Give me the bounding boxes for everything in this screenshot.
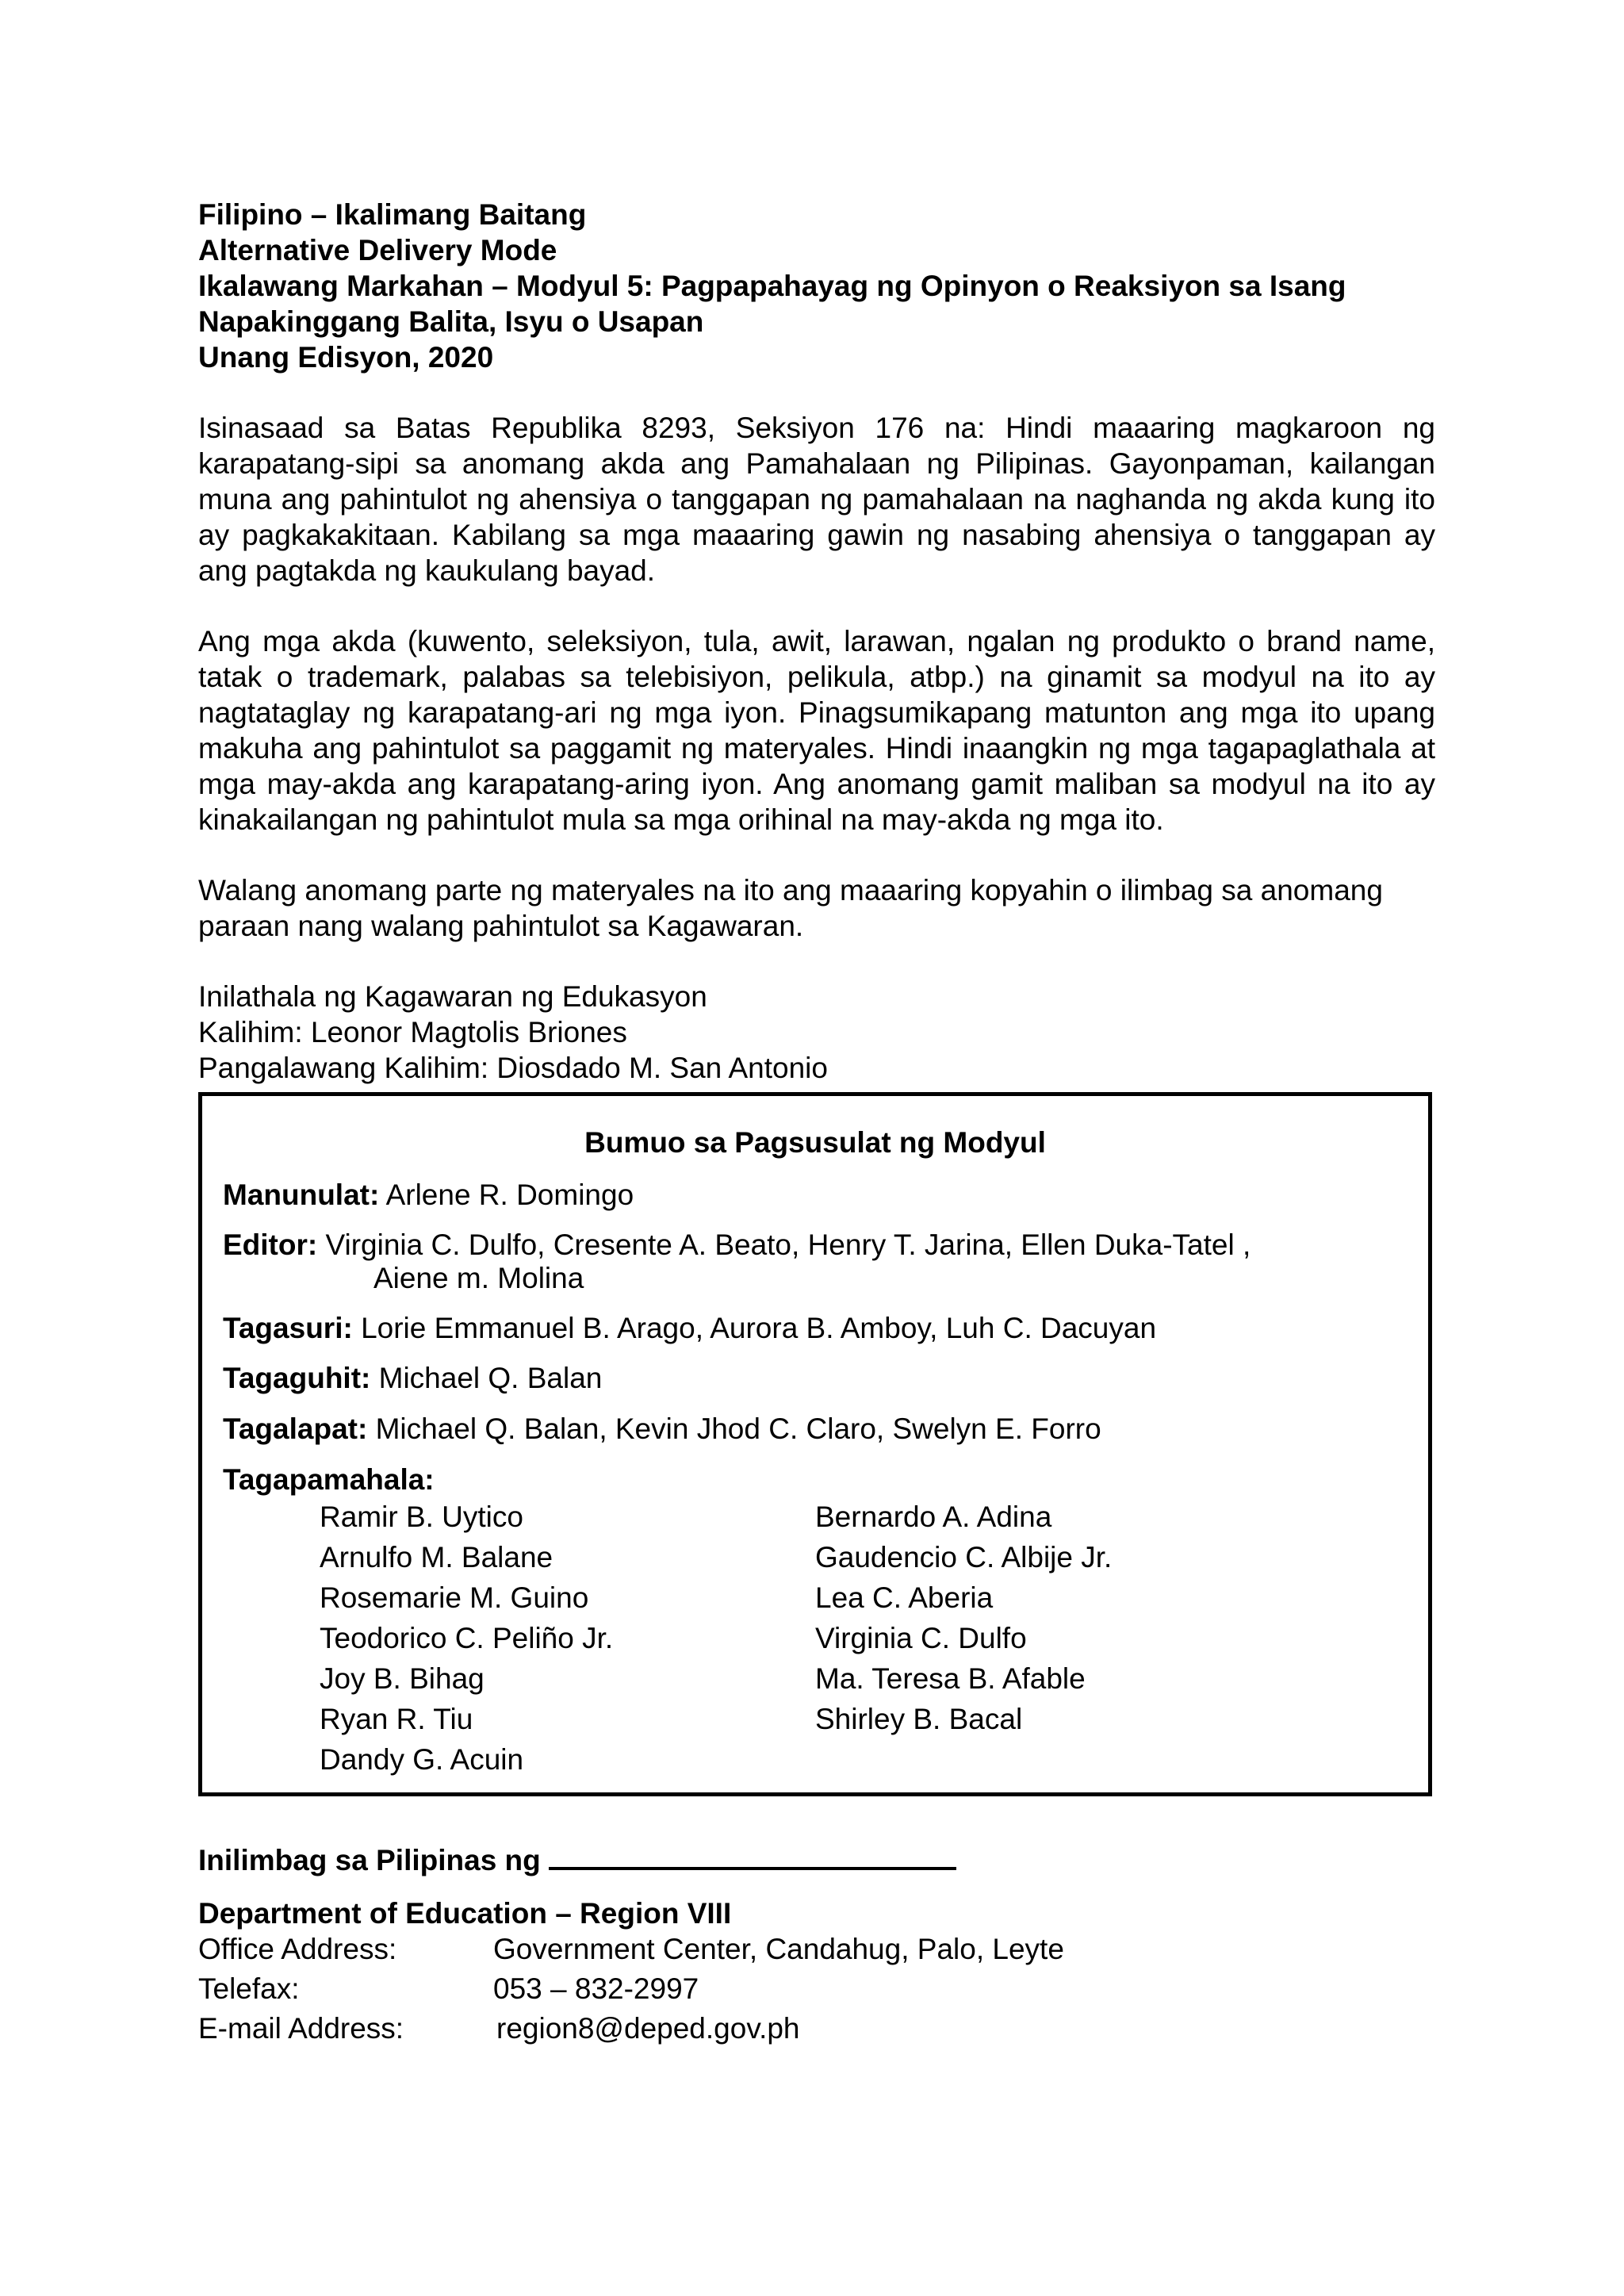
edition: Unang Edisyon, 2020: [198, 341, 494, 374]
telefax-row: [198, 1971, 731, 2010]
manager-name: Ryan R. Tiu: [320, 1703, 473, 1735]
manager-name: Bernardo A. Adina: [815, 1501, 1052, 1533]
layout-artist-value: Michael Q. Balan, Kevin Jhod C. Claro, Swelyn E. Forro: [375, 1412, 1101, 1445]
manager-name: Rosemarie M. Guino: [320, 1581, 589, 1614]
writer-label: Manunulat:: [223, 1179, 380, 1211]
layout-artist-row: [223, 1412, 1412, 1446]
telefax-label: Telefax:: [198, 1972, 300, 2005]
borrowed-materials-paragraph: Ang mga akda (kuwento, seleksiyon, tula, awit, larawan, ngalan ng produkto o brand name, tatak o trademark, palabas sa telebisiyon, pelikula, atbp.) na ginamit sa modyul na ito ay nagtataglay ng karapatang-ari ng mga iyon. Pinagsumikapang matunton ang mga ito upang makuha ang pahintulot sa paggamit ng materyales. Hindi inaangkin ng mga tagapaglathala at mga may-akda ang karapatang-aring iyon. Ang anomang gamit maliban sa modyul na ito ay kinakailangan ng pahintulot mula sa mga orihinal na may-akda ng mga ito.: [198, 625, 1435, 836]
manager-name: Ma. Teresa B. Afable: [815, 1662, 1086, 1695]
department-name: Department of Education – Region VIII: [198, 1897, 732, 1930]
publisher-block: [198, 979, 1435, 1086]
manager-name: Shirley B. Bacal: [815, 1703, 1023, 1735]
manager-name: Gaudencio C. Albije Jr.: [815, 1541, 1113, 1573]
manager-name: Lea C. Aberia: [815, 1581, 994, 1614]
undersecretary-line: Pangalawang Kalihim: Diosdado M. San Antonio: [198, 1052, 828, 1084]
illustrator-value: Michael Q. Balan: [378, 1362, 603, 1394]
reviewer-label: Tagasuri:: [223, 1312, 353, 1344]
development-team-box: [198, 1092, 1432, 1796]
management-column-left: [320, 1501, 613, 1784]
writer-row: [223, 1179, 1412, 1212]
reviewer-value: Lorie Emmanuel B. Arago, Aurora B. Amboy, Luh C. Dacuyan: [361, 1312, 1157, 1344]
manager-name: Arnulfo M. Balane: [320, 1541, 553, 1573]
editor-row: [223, 1228, 1412, 1295]
development-team-heading: Bumuo sa Pagsusulat ng Modyul: [584, 1126, 1046, 1159]
layout-artist-label: Tagalapat:: [223, 1412, 368, 1445]
subject-grade: Filipino – Ikalimang Baitang: [198, 198, 587, 231]
printed-in-line: [198, 1838, 956, 1878]
editor-label: Editor:: [223, 1228, 318, 1261]
management-column-right: [815, 1501, 1112, 1743]
email-value: region8@deped.gov.ph: [496, 2012, 800, 2045]
reproduction-paragraph: Walang anomang parte ng materyales na ito ang maaaring kopyahin o ilimbag sa anomang paraan nang walang pahintulot sa Kagawaran.: [198, 874, 1383, 942]
manager-name: Joy B. Bihag: [320, 1662, 485, 1695]
printer-blank-line: [549, 1838, 956, 1870]
office-address-value: Government Center, Candahug, Palo, Leyte: [493, 1933, 1064, 1965]
publisher-line: Inilathala ng Kagawaran ng Edukasyon: [198, 980, 707, 1013]
module-title: Ikalawang Markahan – Modyul 5: Pagpapahayag ng Opinyon o Reaksiyon sa Isang: [198, 270, 1346, 302]
management-team-label: Tagapamahala:: [223, 1463, 435, 1496]
manager-name: Dandy G. Acuin: [320, 1743, 524, 1776]
delivery-mode: Alternative Delivery Mode: [198, 234, 557, 266]
module-title-cont: Napakinggang Balita, Isyu o Usapan: [198, 305, 704, 338]
title-block: [198, 197, 1435, 375]
reviewer-row: [223, 1312, 1412, 1345]
copyright-law-paragraph: Isinasaad sa Batas Republika 8293, Seksiyon 176 na: Hindi maaaring magkaroon ng karapatang-sipi sa anomang akda ang Pamahalaan ng Pilipinas. Gayonpaman, kailangan muna ang pahintulot ng ahensiya o tanggapan ng pamahalaan na naghanda ng akda kung ito ay pagkakakitaan. Kabilang sa mga maaaring gawin ng nasabing ahensiya o tanggapan ay ang pagtakda ng kaukulang bayad.: [198, 412, 1435, 587]
telefax-value: 053 – 832-2997: [493, 1972, 699, 2005]
office-address-label: Office Address:: [198, 1933, 397, 1965]
manager-name: Virginia C. Dulfo: [815, 1622, 1027, 1654]
secretary-line: Kalihim: Leonor Magtolis Briones: [198, 1016, 627, 1048]
printed-in-label: Inilimbag sa Pilipinas ng: [198, 1844, 541, 1876]
copyright-page: [198, 197, 1435, 1086]
writer-value: Arlene R. Domingo: [385, 1179, 634, 1211]
illustrator-row: [223, 1362, 1412, 1395]
manager-name: Ramir B. Uytico: [320, 1501, 523, 1533]
editor-value-cont: Aiene m. Molina: [373, 1262, 584, 1294]
manager-name: Teodorico C. Peliño Jr.: [320, 1622, 614, 1654]
email-row: [198, 2010, 800, 2050]
illustrator-label: Tagaguhit:: [223, 1362, 371, 1394]
office-address-row: [198, 1931, 1064, 1971]
editor-value: Virginia C. Dulfo, Cresente A. Beato, Henry T. Jarina, Ellen Duka-Tatel ,: [325, 1228, 1251, 1261]
email-label: E-mail Address:: [198, 2012, 404, 2045]
contact-block: [198, 1895, 1064, 2050]
